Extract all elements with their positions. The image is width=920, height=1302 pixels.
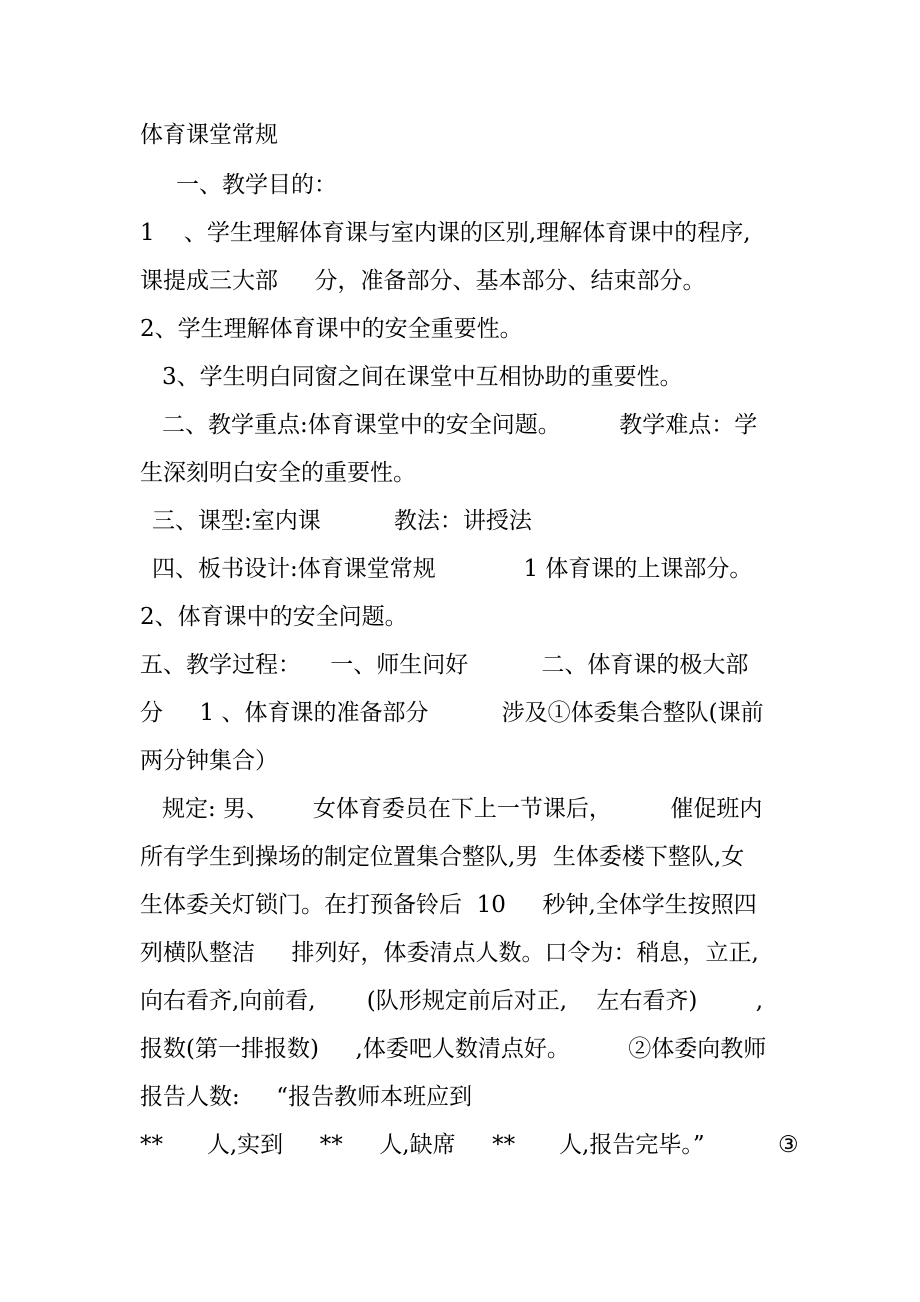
paragraph-line: ③: [778, 1132, 799, 1158]
paragraph-line: 列横队整洁 排列好，体委清点人数。口令为：稍息，立正,: [140, 940, 759, 966]
paragraph-line: 分 1 、体育课的准备部分 涉及①体委集合整队(课前: [140, 700, 764, 726]
doc-title: 体育课堂常规: [140, 122, 278, 148]
paragraph-line: 报数(第一排报数) ,体委吧人数清点好。 ②体委向教师: [140, 1036, 767, 1062]
paragraph-line: 1 、学生理解体育课与室内课的区别,理解体育课中的程序,: [140, 220, 751, 246]
paragraph-line: 2、体育课中的安全问题。: [140, 604, 408, 630]
section-heading-board: 四、板书设计:体育课堂常规 1 体育课的上课部分。: [152, 556, 753, 582]
paragraph-line: 规定: 男、 女体育委员在下上一节课后， 催促班内: [162, 796, 763, 822]
paragraph-line: 生深刻明白安全的重要性。: [140, 460, 416, 486]
section-heading-focus: 二、教学重点:体育课堂中的安全问题。 教学难点：学: [162, 412, 758, 438]
section-heading-process: 五、教学过程： 一、师生问好 二、体育课的极大部: [140, 652, 749, 678]
paragraph-line: 课提成三大部 分，准备部分、基本部分、结束部分。: [140, 268, 706, 294]
paragraph-line: 两分钟集合）: [140, 748, 278, 774]
section-heading-objectives: 一、教学目的：: [176, 172, 337, 198]
paragraph-line: 报告人数: “报告教师本班应到: [140, 1084, 473, 1110]
paragraph-line: 2、学生理解体育课中的安全重要性。: [140, 316, 523, 342]
paragraph-line: 生体委关灯锁门。在打预备铃后 10 秒钟,全体学生按照四: [140, 892, 757, 918]
paragraph-line: ** 人,实到 ** 人,缺席 ** 人,报告完毕。”: [140, 1132, 705, 1158]
paragraph-line: 3、学生明白同窗之间在课堂中互相协助的重要性。: [162, 364, 683, 390]
section-heading-type: 三、课型:室内课 教法：讲授法: [152, 508, 532, 534]
paragraph-line: 向右看齐,向前看, (队形规定前后对正, 左右看齐) ,: [140, 988, 764, 1014]
paragraph-line: 所有学生到操场的制定位置集合整队,男 生体委楼下整队,女: [140, 844, 745, 870]
